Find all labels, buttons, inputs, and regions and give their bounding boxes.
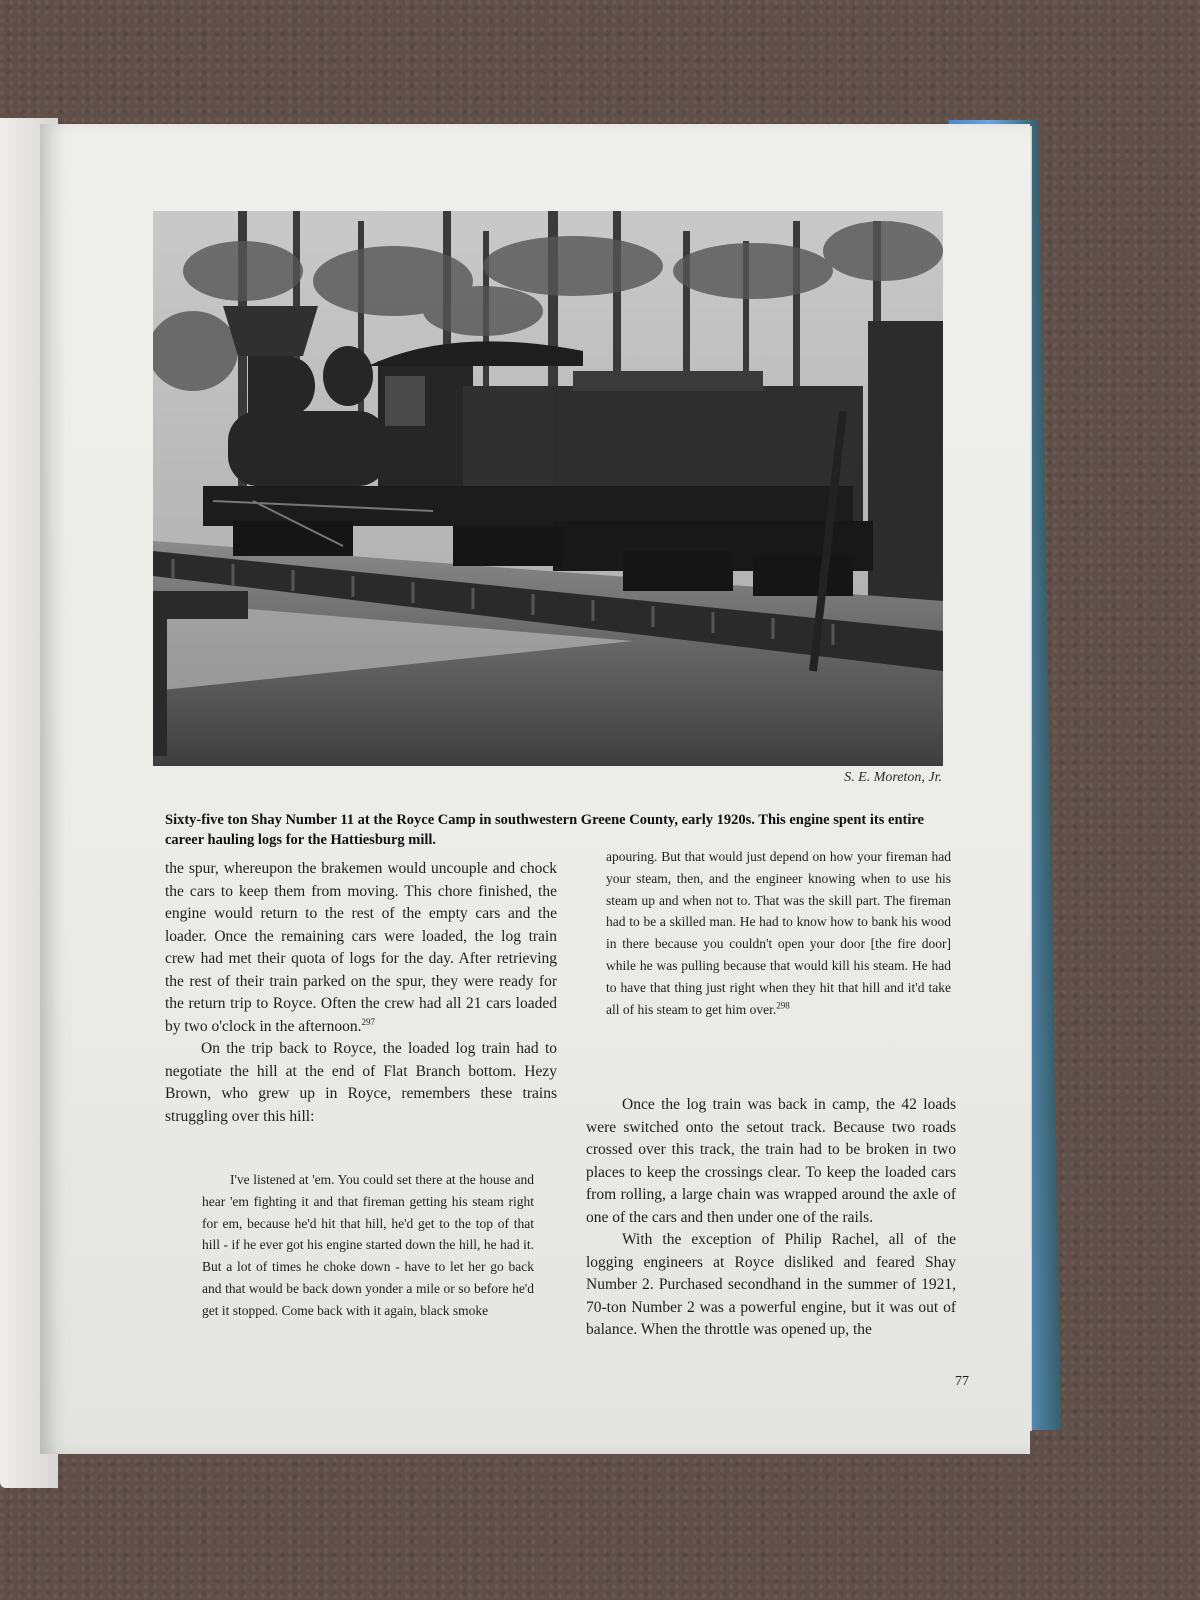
photo-caption: Sixty-five ton Shay Number 11 at the Royce Camp in southwestern Greene County, early 1920s. This engine spent its entire career hauling logs for the Hattiesburg mill. bbox=[165, 812, 924, 848]
block-quote bbox=[202, 1169, 534, 1322]
quote-text: I've listened at 'em. You could set there at the house and hear 'em fighting it and that fireman getting his steam right for em, because he'd hit that hill, he'd get to the top of that hill - if he ever got his engine started down the hill, he had it. But a lot of times he choke down - have to let her go back and that would be back down yonder a mile or so before he'd get it stopped. Come back with it again, black smoke bbox=[202, 1172, 534, 1318]
right-column bbox=[586, 1094, 956, 1342]
quote-continuation-text: apouring. But that would just depend on how your fireman had your steam, then, and the engineer knowing when to use his steam up and when not to. That was the skill part. The fireman had to be a skilled man. He had to know how to bank his wood in there because you couldn't open your door [the fire door] while he was pulling because that would kill his steam. He had to have that thing just right when they hit that hill and it'd take all of his steam to get him over.$^{298}$ bbox=[606, 849, 951, 1017]
page-number: 77 bbox=[955, 1374, 969, 1389]
locomotive-photo bbox=[153, 211, 943, 766]
locomotive-photo-icon bbox=[153, 211, 943, 766]
left-paragraph-2: On the trip back to Royce, the loaded log train had to negotiate the hill at the end of Flat Branch bottom. Hezy Brown, who grew up in Royce, remembers these trains struggling over this hill: bbox=[165, 1040, 557, 1125]
photo-credit: S. E. Moreton, Jr. bbox=[844, 770, 942, 785]
footnote-ref: 297 bbox=[361, 1016, 375, 1027]
left-paragraph-1: the spur, whereupon the brakemen would uncouple and chock the cars to keep them from moving. This chore finished, the engine would return to the rest of the empty cars and the loader. Once the remaining cars were loaded, the log train crew had met their quota of logs for the day. After retrieving the rest of their train parked on the spur, they were ready for the return trip to Royce. Often the crew had all 21 cars loaded by two o'clock in the afternoon.$^{297}$ bbox=[165, 860, 557, 1035]
book-page bbox=[40, 124, 1030, 1454]
right-paragraph-2: With the exception of Philip Rachel, all of the logging engineers at Royce disliked and feared Shay Number 2. Purchased secondhand in the summer of 1921, 70-ton Number 2 was a powerful engine, but it was out of balance. When the throttle was opened up, the bbox=[586, 1231, 956, 1338]
right-quote-continuation bbox=[606, 846, 951, 1020]
left-column bbox=[165, 858, 557, 1128]
right-paragraph-1: Once the log train was back in camp, the 42 loads were switched onto the setout track. Because two roads crossed over this track, the train had to be broken in two places to keep the crossings clear. To keep the loaded cars from rolling, a large chain was wrapped around the axle of one of the cars and then under one of the rails. bbox=[586, 1096, 956, 1226]
footnote-ref: 298 bbox=[776, 1000, 790, 1011]
